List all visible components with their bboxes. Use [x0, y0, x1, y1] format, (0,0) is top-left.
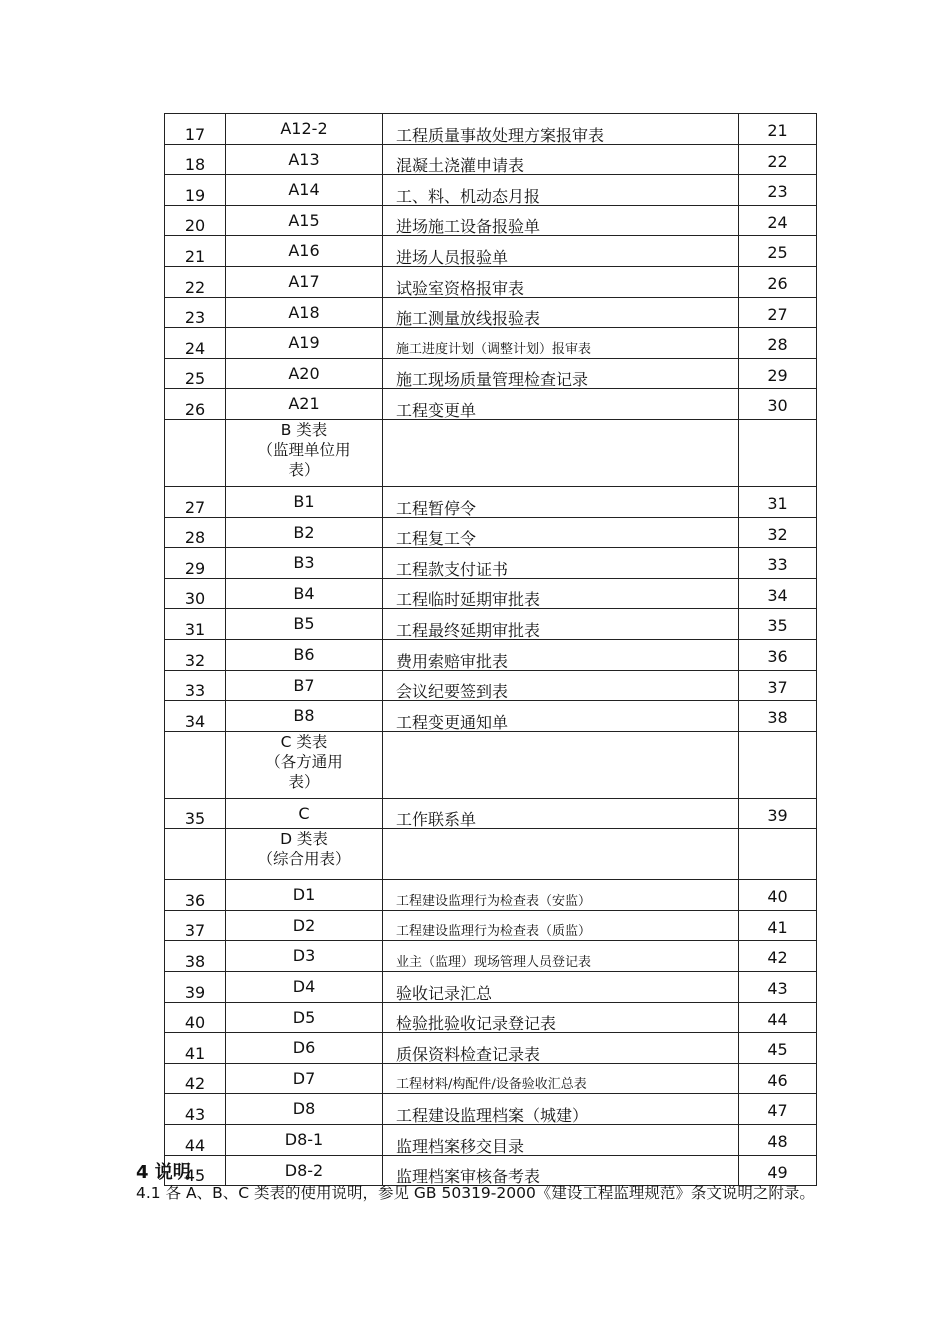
form-name: 质保资料检查记录表: [383, 1033, 739, 1064]
group-name-cell: [383, 829, 739, 880]
form-name: 工作联系单: [383, 798, 739, 829]
form-code: A21: [226, 389, 383, 420]
section-paragraph: 4.1 各 A、B、C 类表的使用说明，参见 GB 50319-2000《建设工程监理规范》条文说明之附录。: [136, 1184, 815, 1202]
form-code: C: [226, 798, 383, 829]
form-code: B1: [226, 486, 383, 517]
form-name: 施工测量放线报验表: [383, 297, 739, 328]
group-label-cell: C 类表 （各方通用 表）: [226, 731, 383, 798]
row-number: 45: [165, 1155, 226, 1186]
form-name: 工程临时延期审批表: [383, 578, 739, 609]
row-number: 36: [165, 880, 226, 911]
form-code: B4: [226, 578, 383, 609]
row-number: 17: [165, 114, 226, 145]
table-row: [165, 1033, 817, 1064]
table-row: [165, 328, 817, 359]
table-row: [165, 1094, 817, 1125]
form-name: 检验批验收记录登记表: [383, 1002, 739, 1033]
page-number: 25: [739, 236, 817, 267]
page-number: 42: [739, 941, 817, 972]
form-name: 验收记录汇总: [383, 972, 739, 1003]
form-name: 工程复工令: [383, 517, 739, 548]
form-name: 试验室资格报审表: [383, 266, 739, 297]
form-code: A13: [226, 144, 383, 175]
form-code: B5: [226, 609, 383, 640]
group-name-cell: [383, 419, 739, 486]
group-label-cell: D 类表 （综合用表）: [226, 829, 383, 880]
row-number: 33: [165, 670, 226, 701]
table-row: [165, 358, 817, 389]
section-heading: 4 说明: [136, 1162, 191, 1183]
page-number: 31: [739, 486, 817, 517]
form-name: 工、料、机动态月报: [383, 175, 739, 206]
form-code: D8-2: [226, 1155, 383, 1186]
form-code: D5: [226, 1002, 383, 1033]
table-row: [165, 910, 817, 941]
table-row: [165, 941, 817, 972]
form-name: 施工进度计划（调整计划）报审表: [383, 328, 739, 359]
form-code: B7: [226, 670, 383, 701]
group-no-cell: [165, 419, 226, 486]
page-number: 32: [739, 517, 817, 548]
form-name: 业主（监理）现场管理人员登记表: [383, 941, 739, 972]
row-number: 38: [165, 941, 226, 972]
table-row: [165, 972, 817, 1003]
table-row: [165, 1002, 817, 1033]
form-name: 工程款支付证书: [383, 548, 739, 579]
row-number: 31: [165, 609, 226, 640]
form-code: B3: [226, 548, 383, 579]
form-name: 监理档案移交目录: [383, 1125, 739, 1156]
form-name: 工程质量事故处理方案报审表: [383, 114, 739, 145]
page-number: 24: [739, 205, 817, 236]
row-number: 43: [165, 1094, 226, 1125]
page-number: 39: [739, 798, 817, 829]
page-number: 38: [739, 701, 817, 732]
page-number: 34: [739, 578, 817, 609]
page-number: 47: [739, 1094, 817, 1125]
form-name: 工程变更单: [383, 389, 739, 420]
form-code: D8-1: [226, 1125, 383, 1156]
group-label-cell: B 类表 （监理单位用 表）: [226, 419, 383, 486]
form-name: 工程建设监理档案（城建）: [383, 1094, 739, 1125]
page-number: 27: [739, 297, 817, 328]
table-body: [165, 114, 817, 1186]
form-name: 工程建设监理行为检查表（质监）: [383, 910, 739, 941]
page-number: 40: [739, 880, 817, 911]
row-number: 32: [165, 639, 226, 670]
page-number: 35: [739, 609, 817, 640]
table-row: [165, 266, 817, 297]
form-code: D8: [226, 1094, 383, 1125]
table-row: [165, 1155, 817, 1186]
table-row: [165, 389, 817, 420]
forms-index-table: [164, 113, 817, 1186]
group-header-row: [165, 829, 817, 880]
group-header-row: [165, 731, 817, 798]
row-number: 44: [165, 1125, 226, 1156]
page-number: 48: [739, 1125, 817, 1156]
table-row: [165, 1063, 817, 1094]
table-row: [165, 517, 817, 548]
form-name: 工程暂停令: [383, 486, 739, 517]
page-number: 43: [739, 972, 817, 1003]
page-number: 49: [739, 1155, 817, 1186]
form-code: D7: [226, 1063, 383, 1094]
row-number: 27: [165, 486, 226, 517]
page-number: 41: [739, 910, 817, 941]
table-row: [165, 114, 817, 145]
page-number: 45: [739, 1033, 817, 1064]
page-number: 30: [739, 389, 817, 420]
table-row: [165, 486, 817, 517]
page-number: 36: [739, 639, 817, 670]
form-code: D4: [226, 972, 383, 1003]
table-row: [165, 670, 817, 701]
form-code: A12-2: [226, 114, 383, 145]
row-number: 21: [165, 236, 226, 267]
group-page-cell: [739, 829, 817, 880]
table-row: [165, 578, 817, 609]
form-code: A20: [226, 358, 383, 389]
form-name: 工程最终延期审批表: [383, 609, 739, 640]
form-name: 监理档案审核备考表: [383, 1155, 739, 1186]
page-number: 23: [739, 175, 817, 206]
table-row: [165, 798, 817, 829]
row-number: 25: [165, 358, 226, 389]
page-number: 29: [739, 358, 817, 389]
row-number: 20: [165, 205, 226, 236]
form-name: 会议纪要签到表: [383, 670, 739, 701]
group-page-cell: [739, 419, 817, 486]
table-row: [165, 144, 817, 175]
table-row: [165, 175, 817, 206]
form-code: A16: [226, 236, 383, 267]
form-code: B6: [226, 639, 383, 670]
group-no-cell: [165, 829, 226, 880]
form-code: B8: [226, 701, 383, 732]
table-row: [165, 297, 817, 328]
form-name: 工程材料/构配件/设备验收汇总表: [383, 1063, 739, 1094]
row-number: 35: [165, 798, 226, 829]
group-no-cell: [165, 731, 226, 798]
group-header-row: [165, 419, 817, 486]
page-number: 46: [739, 1063, 817, 1094]
group-page-cell: [739, 731, 817, 798]
row-number: 19: [165, 175, 226, 206]
page-number: 28: [739, 328, 817, 359]
form-code: D6: [226, 1033, 383, 1064]
row-number: 23: [165, 297, 226, 328]
row-number: 40: [165, 1002, 226, 1033]
page-number: 44: [739, 1002, 817, 1033]
form-name: 费用索赔审批表: [383, 639, 739, 670]
group-name-cell: [383, 731, 739, 798]
form-name: 进场人员报验单: [383, 236, 739, 267]
form-code: A17: [226, 266, 383, 297]
form-code: D3: [226, 941, 383, 972]
row-number: 41: [165, 1033, 226, 1064]
row-number: 26: [165, 389, 226, 420]
row-number: 18: [165, 144, 226, 175]
form-code: D2: [226, 910, 383, 941]
row-number: 22: [165, 266, 226, 297]
form-name: 工程变更通知单: [383, 701, 739, 732]
form-name: 进场施工设备报验单: [383, 205, 739, 236]
table-row: [165, 205, 817, 236]
row-number: 39: [165, 972, 226, 1003]
page-number: 26: [739, 266, 817, 297]
form-code: A18: [226, 297, 383, 328]
table-row: [165, 548, 817, 579]
row-number: 37: [165, 910, 226, 941]
table-row: [165, 1125, 817, 1156]
table-row: [165, 880, 817, 911]
row-number: 34: [165, 701, 226, 732]
page-number: 21: [739, 114, 817, 145]
page-number: 37: [739, 670, 817, 701]
row-number: 24: [165, 328, 226, 359]
form-code: B2: [226, 517, 383, 548]
page-number: 33: [739, 548, 817, 579]
table-row: [165, 639, 817, 670]
row-number: 30: [165, 578, 226, 609]
form-name: 施工现场质量管理检查记录: [383, 358, 739, 389]
table-row: [165, 701, 817, 732]
table-row: [165, 236, 817, 267]
form-name: 混凝土浇灌申请表: [383, 144, 739, 175]
page-number: 22: [739, 144, 817, 175]
table-row: [165, 609, 817, 640]
form-name: 工程建设监理行为检查表（安监）: [383, 880, 739, 911]
row-number: 29: [165, 548, 226, 579]
form-code: A15: [226, 205, 383, 236]
row-number: 42: [165, 1063, 226, 1094]
form-code: A14: [226, 175, 383, 206]
row-number: 28: [165, 517, 226, 548]
form-code: D1: [226, 880, 383, 911]
form-code: A19: [226, 328, 383, 359]
